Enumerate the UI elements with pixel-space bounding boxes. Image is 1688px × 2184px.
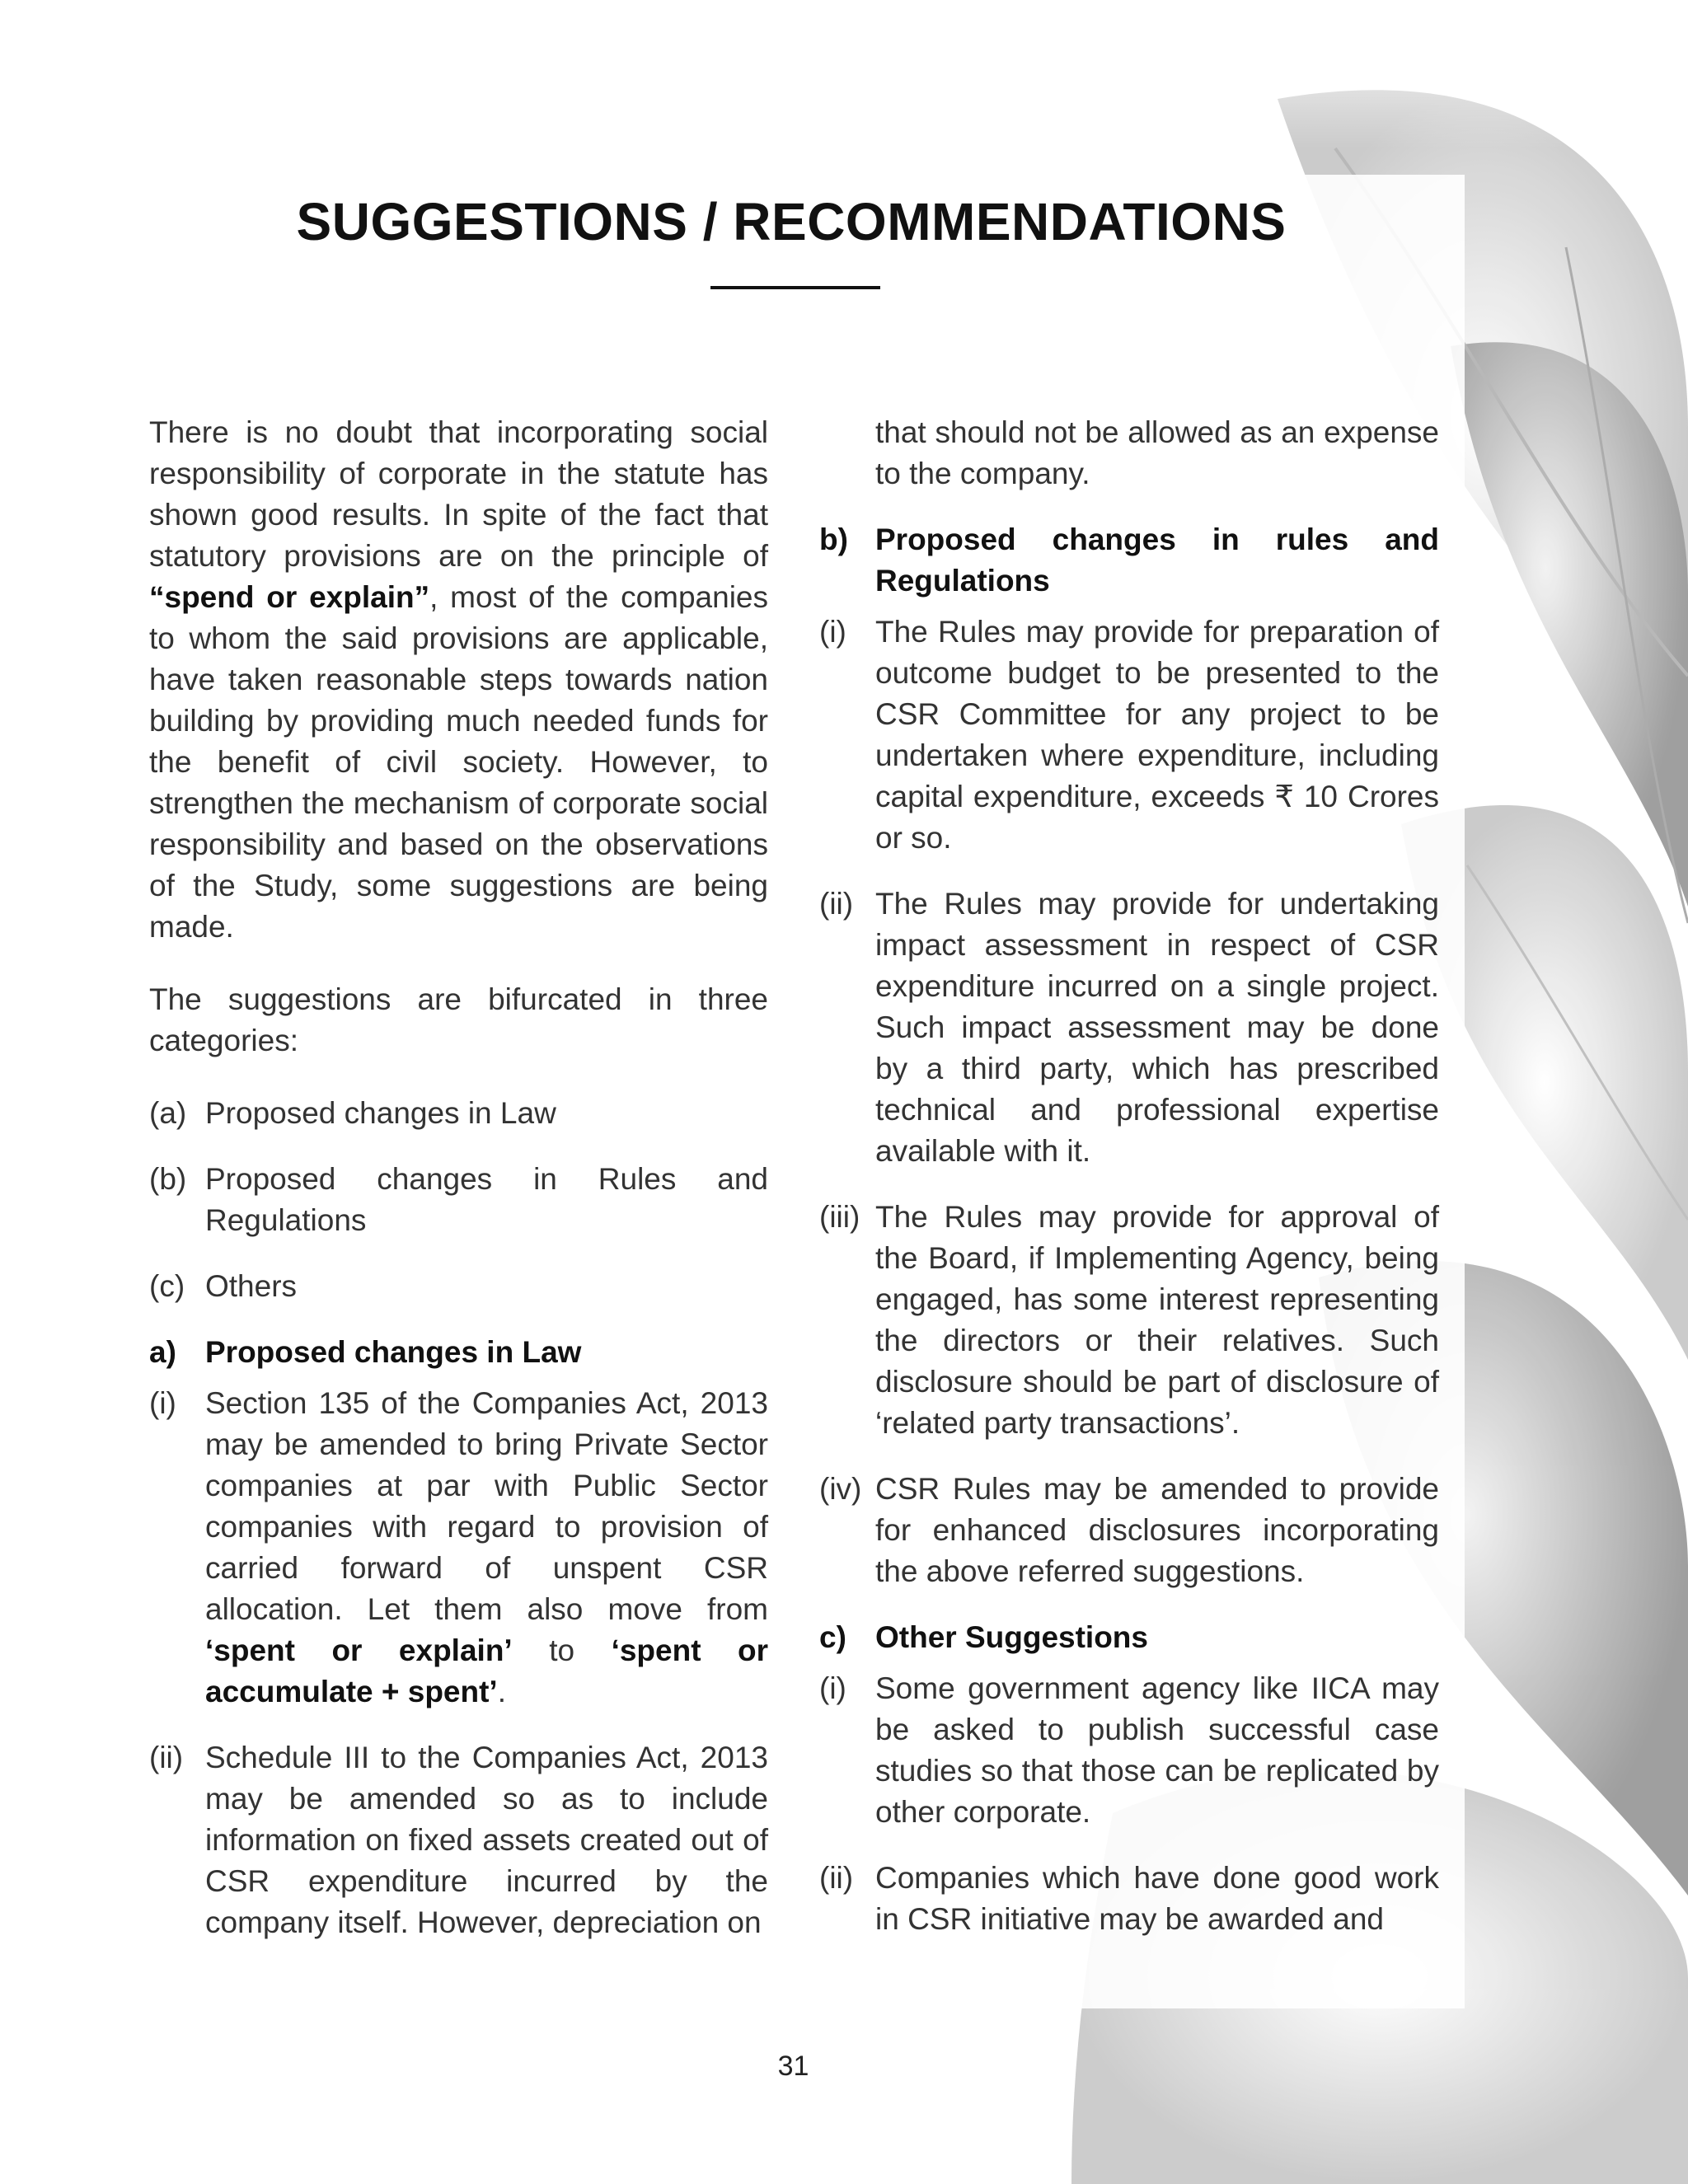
section-b-heading — [819, 519, 1439, 602]
category-item — [149, 1093, 768, 1134]
section-b-item — [819, 1469, 1439, 1592]
item-emphasis: ‘spent or explain’ — [205, 1633, 513, 1667]
intro-emphasis: “spend or explain” — [149, 580, 430, 614]
item-number: (i) — [149, 1386, 176, 1420]
item-text: Schedule III to the Companies Act, 2013 may be amended so as to include information on fixed assets created out of CSR expenditure incurred by the company itself. However, depreciation on — [205, 1741, 768, 1939]
page-number: 31 — [777, 2050, 809, 2082]
item-number: (iii) — [819, 1200, 860, 1234]
intro-text-2: , most of the companies to whom the said provisions are applicable, have taken reasonable steps towards nation building by providing much needed funds for the benefit of civil society. However, to strengthen the mechanism of corporate social responsibility and based on the observations of the Study, some suggestions are being made. — [149, 580, 768, 944]
item-number: (ii) — [149, 1741, 184, 1774]
right-column — [819, 412, 1439, 1965]
section-b-item — [819, 883, 1439, 1172]
item-text — [205, 1383, 768, 1713]
item-number: (iv) — [819, 1472, 862, 1506]
section-a-number: a) — [149, 1335, 176, 1369]
section-a-item-continuation: that should not be allowed as an expense to the company. — [875, 415, 1439, 490]
item-text-part: . — [497, 1675, 506, 1708]
category-number: (b) — [149, 1162, 187, 1196]
left-column — [149, 412, 768, 1968]
item-text: The Rules may provide for undertaking impact assessment in respect of CSR expenditure incurred on a single project. Such impact assessment may be done by a third party, which has prescribed technical and professional expertise available with it. — [875, 887, 1439, 1168]
section-b-title: Proposed changes in rules and Regulations — [875, 523, 1439, 598]
section-b-number: b) — [819, 523, 848, 556]
section-c-item — [819, 1668, 1439, 1833]
category-item — [149, 1266, 768, 1307]
section-b-item — [819, 1197, 1439, 1444]
category-text: Proposed changes in Law — [205, 1096, 556, 1130]
section-a-title: Proposed changes in Law — [205, 1335, 582, 1369]
item-number: (ii) — [819, 887, 854, 921]
intro-paragraph — [149, 412, 768, 948]
page-title: SUGGESTIONS / RECOMMENDATIONS — [296, 192, 1287, 251]
item-text: Some government agency like IICA may be asked to publish successful case studies so that those can be replicated by other corporate. — [875, 1671, 1439, 1829]
item-text-part: Section 135 of the Companies Act, 2013 may be amended to bring Private Sector companies at par with Public Sector companies with regard to provision of carried forward of unspent CSR allocation. Let them also move from — [205, 1386, 768, 1626]
category-text: Others — [205, 1269, 298, 1303]
item-emphasis: ‘spent or accumulate + spent’ — [205, 1633, 769, 1708]
item-number: (ii) — [819, 1861, 854, 1895]
intro-text-1: There is no doubt that incorporating social responsibility of corporate in the statute has shown good results. In spite of the fact that statutory provisions are on the principle of — [149, 415, 768, 573]
title-underline — [710, 286, 880, 289]
section-c-number: c) — [819, 1620, 846, 1654]
section-a-item — [149, 1383, 768, 1713]
item-text: Companies which have done good work in CSR initiative may be awarded and — [875, 1861, 1439, 1936]
item-number: (i) — [819, 615, 846, 649]
section-c-heading — [819, 1617, 1439, 1658]
category-number: (c) — [149, 1269, 185, 1303]
section-c-title: Other Suggestions — [875, 1620, 1148, 1654]
item-number: (i) — [819, 1671, 846, 1705]
item-text: The Rules may provide for approval of the Board, if Implementing Agency, being engaged, has some interest representing the directors or their relatives. Such disclosure should be part of disclosure of ‘related party transactions’. — [875, 1200, 1439, 1440]
category-text: Proposed changes in Rules and Regulations — [205, 1162, 768, 1237]
section-a-heading — [149, 1332, 768, 1373]
item-text: The Rules may provide for preparation of outcome budget to be presented to the CSR Committee for any project to be undertaken where expenditure, including capital expenditure, exceeds ₹ 10 Crores or so. — [875, 615, 1439, 855]
section-b-item — [819, 612, 1439, 859]
section-c-item — [819, 1858, 1439, 1940]
section-a-item — [149, 1737, 768, 1943]
category-item — [149, 1159, 768, 1241]
category-number: (a) — [149, 1096, 187, 1130]
item-text: CSR Rules may be amended to provide for enhanced disclosures incorporating the above referred suggestions. — [875, 1472, 1439, 1588]
categories-intro: The suggestions are bifurcated in three categories: — [149, 982, 768, 1057]
item-text-part: to — [512, 1633, 612, 1667]
